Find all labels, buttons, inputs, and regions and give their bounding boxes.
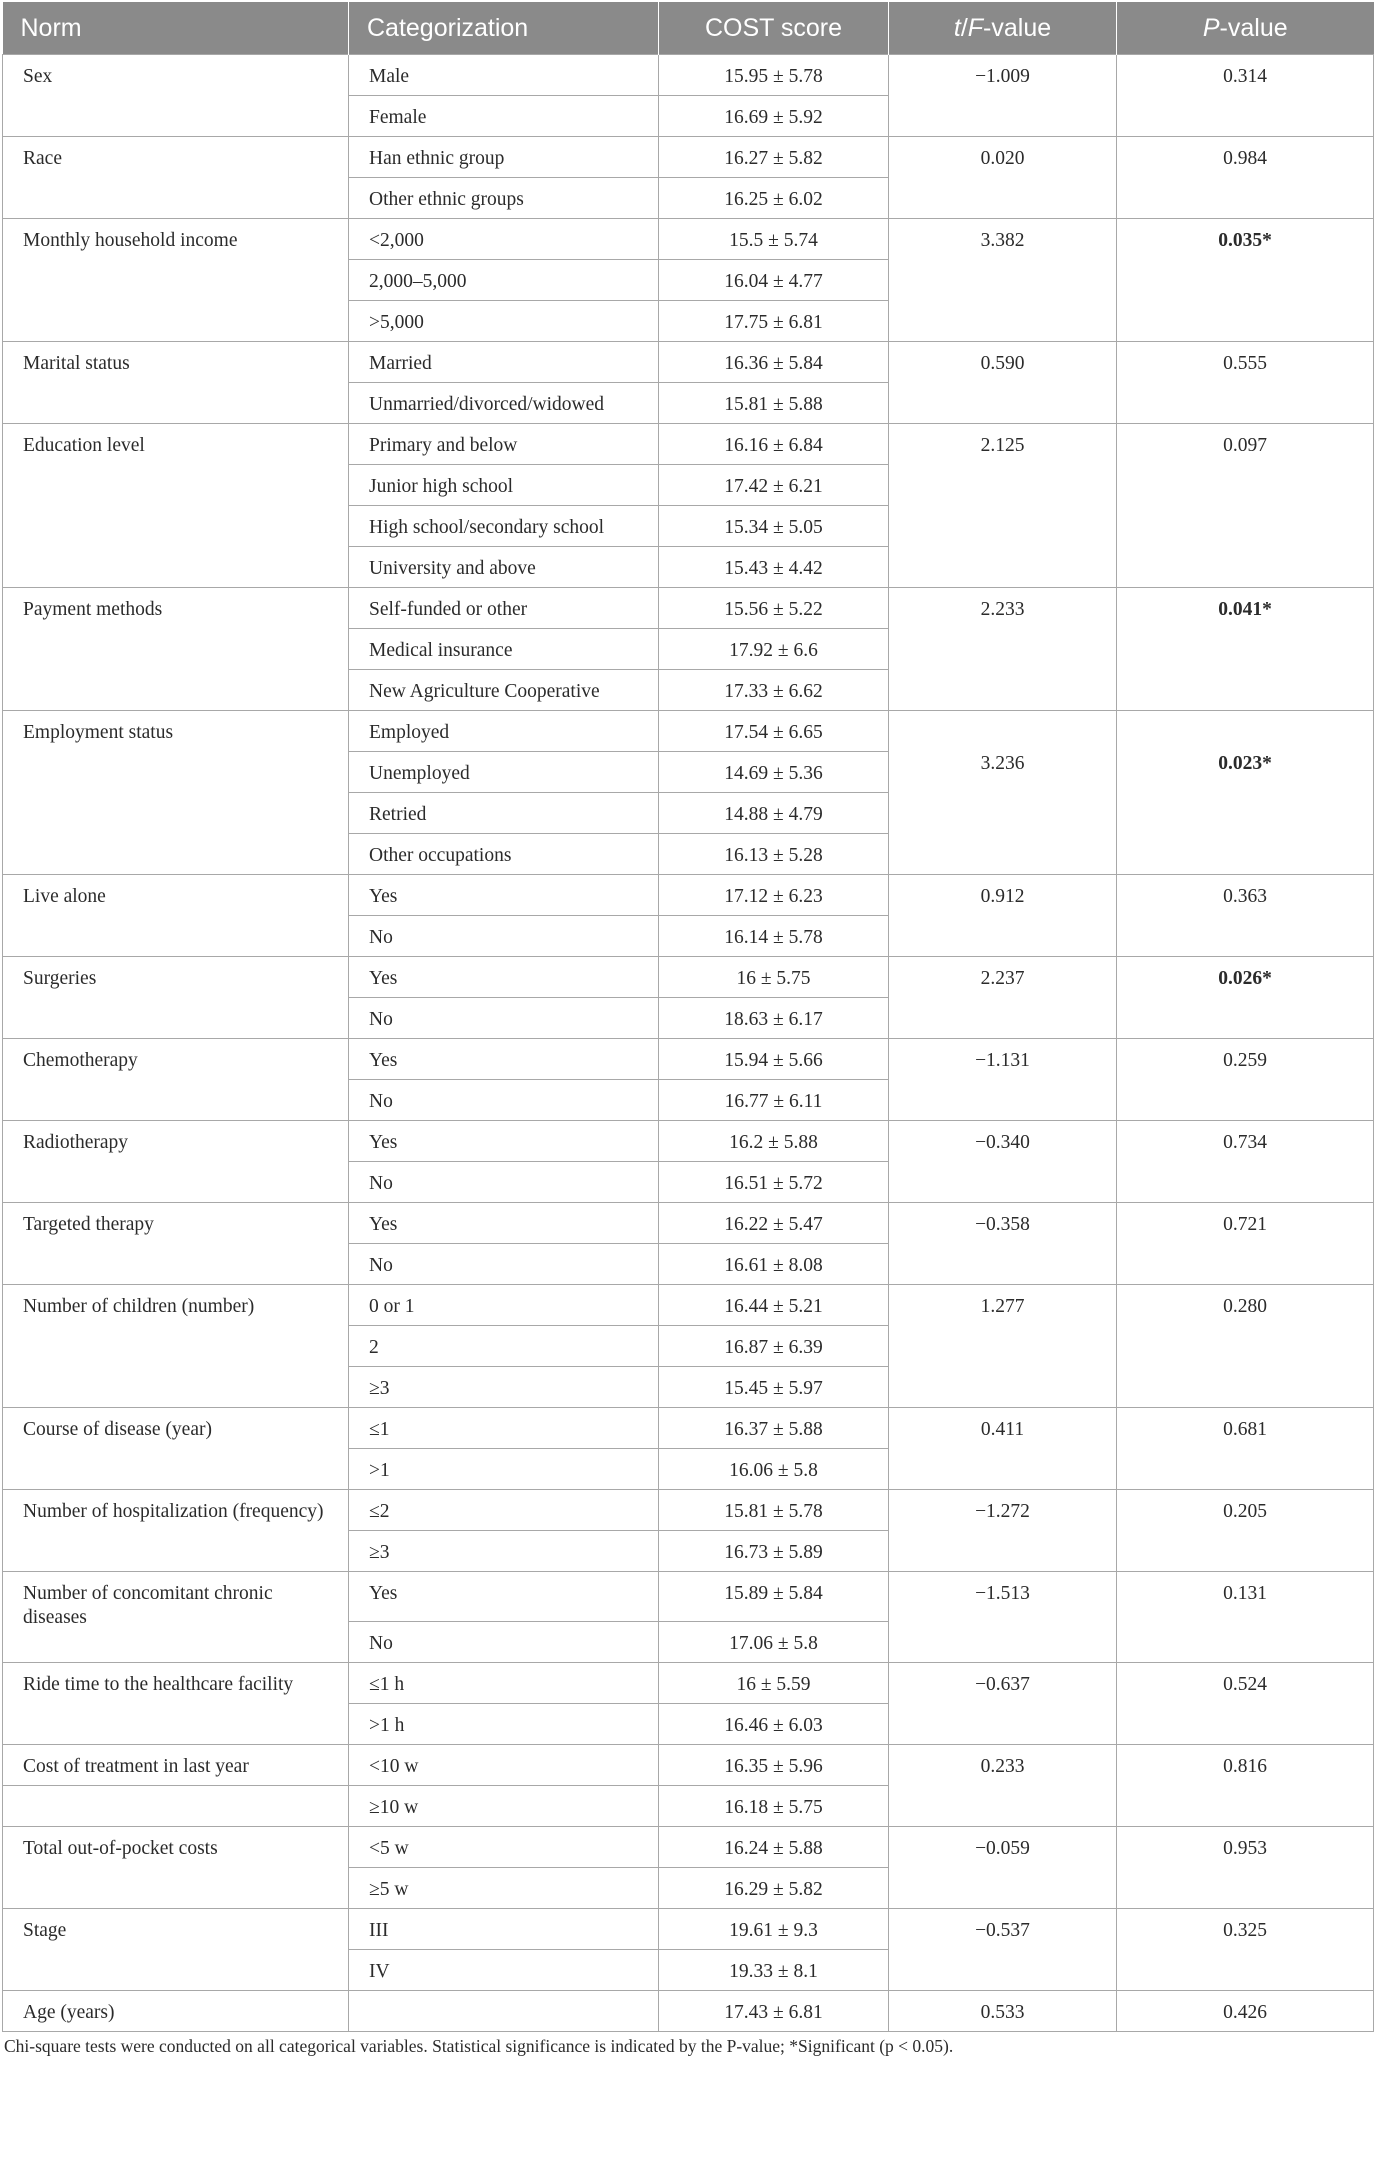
p-value-cell: 0.314 <box>1117 55 1374 137</box>
cost-score-cell: 16.37 ± 5.88 <box>659 1408 889 1449</box>
cost-score-cell: 16.06 ± 5.8 <box>659 1449 889 1490</box>
p-value-cell: 0.426 <box>1117 1991 1374 2032</box>
category-cell: No <box>349 916 659 957</box>
cost-score-cell: 17.06 ± 5.8 <box>659 1622 889 1663</box>
cost-score-cell: 16.77 ± 6.11 <box>659 1080 889 1121</box>
p-value-cell: 0.026* <box>1117 957 1374 1039</box>
category-cell: III <box>349 1909 659 1950</box>
cost-score-cell: 15.81 ± 5.88 <box>659 383 889 424</box>
category-cell: Female <box>349 96 659 137</box>
header-cost-score: COST score <box>659 2 889 55</box>
category-cell: High school/secondary school <box>349 506 659 547</box>
table-footnote: Chi-square tests were conducted on all categorical variables. Statistical significance is indicated by the P-value; *Significant (p < 0.05). <box>4 2036 954 2056</box>
table-header <box>3 2 1374 55</box>
cost-score-cell: 16.25 ± 6.02 <box>659 178 889 219</box>
category-cell: Unmarried/divorced/widowed <box>349 383 659 424</box>
norm-cell: Number of children (number) <box>3 1285 349 1408</box>
cost-score-cell: 16.44 ± 5.21 <box>659 1285 889 1326</box>
header-f-italic: F <box>967 13 984 42</box>
p-value-cell: 0.325 <box>1117 1909 1374 1991</box>
cost-score-cell: 16.27 ± 5.82 <box>659 137 889 178</box>
table-row <box>3 424 1374 465</box>
cost-score-cell: 17.42 ± 6.21 <box>659 465 889 506</box>
t-value-cell: −0.340 <box>889 1121 1117 1203</box>
category-cell: Male <box>349 55 659 96</box>
norm-cell: Monthly household income <box>3 219 349 342</box>
cost-score-cell: 16.18 ± 5.75 <box>659 1786 889 1827</box>
t-value-cell: 0.020 <box>889 137 1117 219</box>
t-value-cell: 3.236 <box>889 711 1117 875</box>
norm-cell: Race <box>3 137 349 219</box>
table-row <box>3 875 1374 916</box>
header-t-italic: t <box>953 13 961 42</box>
t-value-cell: 2.237 <box>889 957 1117 1039</box>
table-row <box>3 1572 1374 1622</box>
results-table <box>2 2 1374 2032</box>
norm-cell: Marital status <box>3 342 349 424</box>
category-cell: <10 w <box>349 1745 659 1786</box>
table-row <box>3 1039 1374 1080</box>
cost-score-cell: 16.2 ± 5.88 <box>659 1121 889 1162</box>
p-value-cell: 0.953 <box>1117 1827 1374 1909</box>
category-cell: 0 or 1 <box>349 1285 659 1326</box>
category-cell: >1 h <box>349 1704 659 1745</box>
cost-score-cell: 15.81 ± 5.78 <box>659 1490 889 1531</box>
category-cell: Medical insurance <box>349 629 659 670</box>
t-value-cell: −0.537 <box>889 1909 1117 1991</box>
cost-score-cell: 15.89 ± 5.84 <box>659 1572 889 1622</box>
category-cell <box>349 1991 659 2032</box>
cost-score-cell: 17.43 ± 6.81 <box>659 1991 889 2032</box>
t-value-cell: −0.059 <box>889 1827 1117 1909</box>
category-cell: ≥3 <box>349 1367 659 1408</box>
cost-score-cell: 18.63 ± 6.17 <box>659 998 889 1039</box>
table-row <box>3 711 1374 752</box>
cost-score-cell: 19.33 ± 8.1 <box>659 1950 889 1991</box>
cost-score-cell: 16 ± 5.59 <box>659 1663 889 1704</box>
norm-cell: Sex <box>3 55 349 137</box>
cost-score-cell: 17.33 ± 6.62 <box>659 670 889 711</box>
category-cell: No <box>349 998 659 1039</box>
cost-score-cell: 15.95 ± 5.78 <box>659 55 889 96</box>
cost-score-cell: 16.51 ± 5.72 <box>659 1162 889 1203</box>
category-cell: Yes <box>349 1039 659 1080</box>
category-cell: No <box>349 1622 659 1663</box>
cost-score-cell: 16.69 ± 5.92 <box>659 96 889 137</box>
t-value-cell: −1.513 <box>889 1572 1117 1663</box>
category-cell: Retried <box>349 793 659 834</box>
cost-score-cell: 16 ± 5.75 <box>659 957 889 998</box>
norm-cell: Surgeries <box>3 957 349 1039</box>
category-cell: >5,000 <box>349 301 659 342</box>
category-cell: Married <box>349 342 659 383</box>
table-page <box>2 2 1373 2057</box>
table-row <box>3 137 1374 178</box>
t-value-cell: −0.358 <box>889 1203 1117 1285</box>
table-row <box>3 957 1374 998</box>
norm-cell: Payment methods <box>3 588 349 711</box>
t-value-cell: 1.277 <box>889 1285 1117 1408</box>
cost-score-cell: 16.13 ± 5.28 <box>659 834 889 875</box>
category-cell: IV <box>349 1950 659 1991</box>
table-row <box>3 1121 1374 1162</box>
cost-score-cell: 17.54 ± 6.65 <box>659 711 889 752</box>
cost-score-cell: 15.43 ± 4.42 <box>659 547 889 588</box>
category-cell: 2 <box>349 1326 659 1367</box>
category-cell: ≥10 w <box>349 1786 659 1827</box>
category-cell: University and above <box>349 547 659 588</box>
cost-score-cell: 16.87 ± 6.39 <box>659 1326 889 1367</box>
header-p-suffix: -value <box>1219 13 1288 42</box>
p-value-cell: 0.035* <box>1117 219 1374 342</box>
t-value-cell: 3.382 <box>889 219 1117 342</box>
table-row <box>3 55 1374 96</box>
p-value-cell: 0.259 <box>1117 1039 1374 1121</box>
t-value-cell: −1.009 <box>889 55 1117 137</box>
header-categorization: Categorization <box>349 2 659 55</box>
category-cell: Junior high school <box>349 465 659 506</box>
cost-score-cell: 17.75 ± 6.81 <box>659 301 889 342</box>
category-cell: Han ethnic group <box>349 137 659 178</box>
cost-score-cell: 19.61 ± 9.3 <box>659 1909 889 1950</box>
header-slash: / <box>960 13 968 42</box>
t-value-cell: 2.233 <box>889 588 1117 711</box>
category-cell: 2,000–5,000 <box>349 260 659 301</box>
header-p-italic: P <box>1202 13 1220 42</box>
table-row <box>3 1285 1374 1326</box>
category-cell: <2,000 <box>349 219 659 260</box>
norm-cell: Stage <box>3 1909 349 1991</box>
t-value-cell: 2.125 <box>889 424 1117 588</box>
t-value-cell: −0.637 <box>889 1663 1117 1745</box>
norm-cell: Employment status <box>3 711 349 875</box>
cost-score-cell: 17.12 ± 6.23 <box>659 875 889 916</box>
category-cell: No <box>349 1080 659 1121</box>
cost-score-cell: 16.61 ± 8.08 <box>659 1244 889 1285</box>
category-cell: >1 <box>349 1449 659 1490</box>
cost-score-cell: 15.45 ± 5.97 <box>659 1367 889 1408</box>
norm-cell: Number of concomitant chronic diseases <box>3 1572 349 1663</box>
table-row <box>3 1490 1374 1531</box>
header-p-value <box>1117 2 1374 55</box>
header-t-suffix: -value <box>983 13 1052 42</box>
category-cell: Unemployed <box>349 752 659 793</box>
norm-cell: Ride time to the healthcare facility <box>3 1663 349 1745</box>
category-cell: Self-funded or other <box>349 588 659 629</box>
cost-score-cell: 16.35 ± 5.96 <box>659 1745 889 1786</box>
cost-score-cell: 16.36 ± 5.84 <box>659 342 889 383</box>
table-row <box>3 342 1374 383</box>
norm-cell: Live alone <box>3 875 349 957</box>
category-cell: ≥3 <box>349 1531 659 1572</box>
cost-score-cell: 14.88 ± 4.79 <box>659 793 889 834</box>
norm-cell: Education level <box>3 424 349 588</box>
cost-score-cell: 15.34 ± 5.05 <box>659 506 889 547</box>
category-cell: <5 w <box>349 1827 659 1868</box>
p-value-cell: 0.041* <box>1117 588 1374 711</box>
p-value-cell: 0.363 <box>1117 875 1374 957</box>
p-value-cell: 0.721 <box>1117 1203 1374 1285</box>
p-value-cell: 0.205 <box>1117 1490 1374 1572</box>
cost-score-cell: 15.5 ± 5.74 <box>659 219 889 260</box>
category-cell: New Agriculture Cooperative <box>349 670 659 711</box>
table-row <box>3 1203 1374 1244</box>
cost-score-cell: 14.69 ± 5.36 <box>659 752 889 793</box>
cost-score-cell: 15.94 ± 5.66 <box>659 1039 889 1080</box>
category-cell: ≤1 h <box>349 1663 659 1704</box>
norm-cell: Number of hospitalization (frequency) <box>3 1490 349 1572</box>
p-value-cell: 0.681 <box>1117 1408 1374 1490</box>
cost-score-cell: 16.29 ± 5.82 <box>659 1868 889 1909</box>
p-value-cell: 0.280 <box>1117 1285 1374 1408</box>
p-value-cell: 0.734 <box>1117 1121 1374 1203</box>
norm-cell: Cost of treatment in last year <box>3 1745 349 1786</box>
norm-cell: Targeted therapy <box>3 1203 349 1285</box>
cost-score-cell: 15.56 ± 5.22 <box>659 588 889 629</box>
header-t-f-value <box>889 2 1117 55</box>
t-value-cell: 0.533 <box>889 1991 1117 2032</box>
t-value-cell: −1.131 <box>889 1039 1117 1121</box>
category-cell: ≤2 <box>349 1490 659 1531</box>
t-value-cell: 0.233 <box>889 1745 1117 1827</box>
p-value-cell: 0.555 <box>1117 342 1374 424</box>
category-cell: Employed <box>349 711 659 752</box>
t-value-cell: 0.590 <box>889 342 1117 424</box>
cost-score-cell: 17.92 ± 6.6 <box>659 629 889 670</box>
cost-score-cell: 16.73 ± 5.89 <box>659 1531 889 1572</box>
category-cell: Other ethnic groups <box>349 178 659 219</box>
category-cell: Yes <box>349 1203 659 1244</box>
p-value-cell: 0.023* <box>1117 711 1374 875</box>
norm-cell: Course of disease (year) <box>3 1408 349 1490</box>
category-cell: Yes <box>349 1121 659 1162</box>
p-value-cell: 0.816 <box>1117 1745 1374 1827</box>
category-cell: Primary and below <box>349 424 659 465</box>
header-norm: Norm <box>3 2 349 55</box>
table-body <box>3 55 1374 2032</box>
p-value-cell: 0.131 <box>1117 1572 1374 1663</box>
cost-score-cell: 16.22 ± 5.47 <box>659 1203 889 1244</box>
cost-score-cell: 16.14 ± 5.78 <box>659 916 889 957</box>
category-cell: Yes <box>349 1572 659 1622</box>
p-value-cell: 0.097 <box>1117 424 1374 588</box>
table-row <box>3 1745 1374 1786</box>
table-row <box>3 1663 1374 1704</box>
norm-cell: Total out-of-pocket costs <box>3 1827 349 1909</box>
table-row <box>3 1827 1374 1868</box>
table-row <box>3 1991 1374 2032</box>
norm-cell-empty <box>3 1786 349 1827</box>
norm-cell: Radiotherapy <box>3 1121 349 1203</box>
norm-cell: Age (years) <box>3 1991 349 2032</box>
table-row <box>3 1909 1374 1950</box>
p-value-cell: 0.524 <box>1117 1663 1374 1745</box>
category-cell: Other occupations <box>349 834 659 875</box>
cost-score-cell: 16.46 ± 6.03 <box>659 1704 889 1745</box>
table-row <box>3 588 1374 629</box>
table-row <box>3 219 1374 260</box>
category-cell: No <box>349 1162 659 1203</box>
cost-score-cell: 16.24 ± 5.88 <box>659 1827 889 1868</box>
category-cell: Yes <box>349 875 659 916</box>
cost-score-cell: 16.16 ± 6.84 <box>659 424 889 465</box>
t-value-cell: 0.411 <box>889 1408 1117 1490</box>
category-cell: Yes <box>349 957 659 998</box>
table-row <box>3 1408 1374 1449</box>
t-value-cell: −1.272 <box>889 1490 1117 1572</box>
p-value-cell: 0.984 <box>1117 137 1374 219</box>
cost-score-cell: 16.04 ± 4.77 <box>659 260 889 301</box>
category-cell: No <box>349 1244 659 1285</box>
norm-cell: Chemotherapy <box>3 1039 349 1121</box>
t-value-cell: 0.912 <box>889 875 1117 957</box>
category-cell: ≥5 w <box>349 1868 659 1909</box>
category-cell: ≤1 <box>349 1408 659 1449</box>
